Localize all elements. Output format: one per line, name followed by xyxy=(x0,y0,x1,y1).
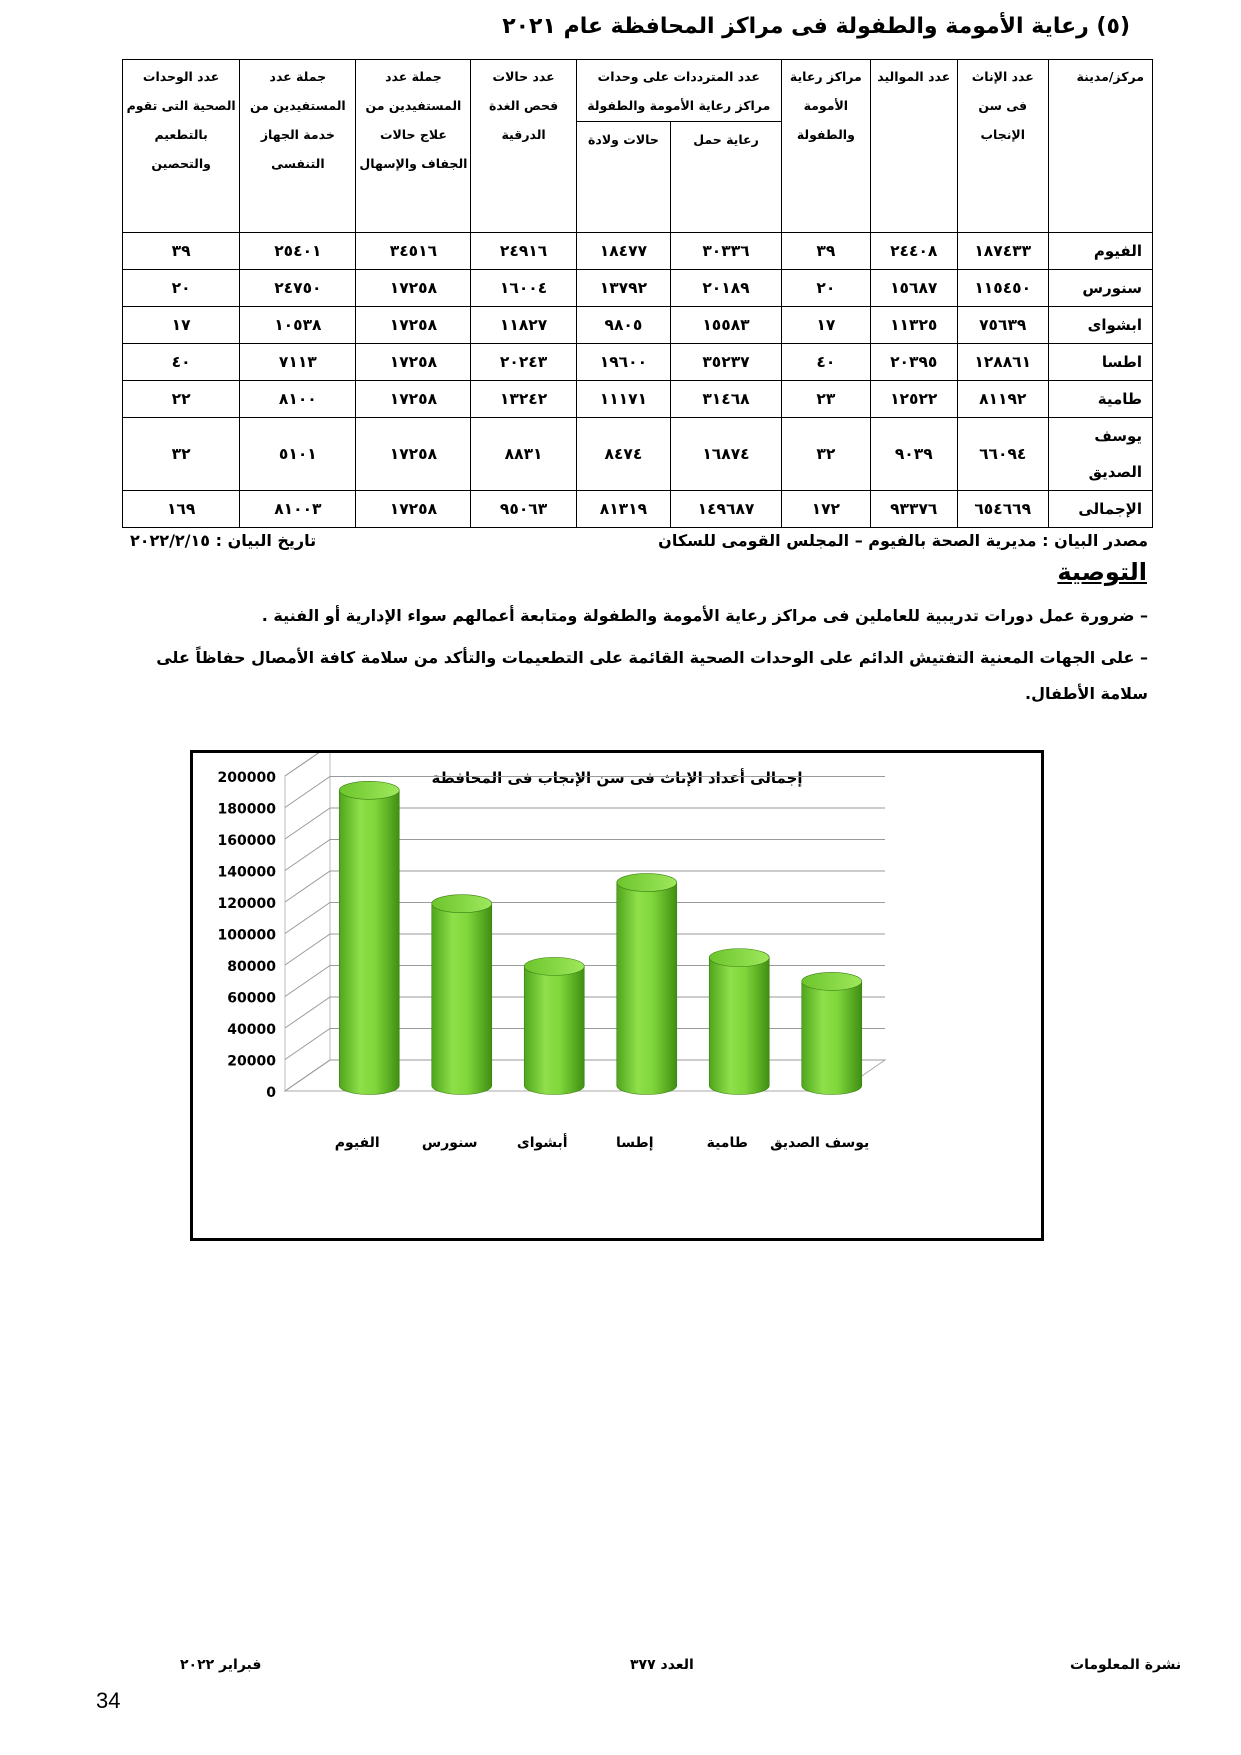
cell-dehydration: ١٧٢٥٨ xyxy=(356,491,471,528)
cell-units: ١٦٩ xyxy=(123,491,240,528)
cell-centers: ٢٣ xyxy=(781,381,870,418)
cell-births: ١٢٥٢٢ xyxy=(870,381,957,418)
cell-thyroid: ٢٠٢٤٣ xyxy=(471,344,576,381)
recommendation-item: – على الجهات المعنية التفتيش الدائم على الوحدات الصحية القائمة على التطعيمات والتأكد من سلامة كافة الأمصال حفاظاً على سلامة الأطفال. xyxy=(156,648,1148,703)
table-row xyxy=(123,491,1153,528)
y-tick-label: 160000 xyxy=(217,833,276,849)
cell-pregnancy: ٣٠٣٣٦ xyxy=(671,233,782,270)
cell-respiratory: ٥١٠١ xyxy=(240,418,356,491)
bar xyxy=(802,972,862,1094)
bar-body xyxy=(709,958,769,1095)
cell-delivery: ١٩٦٠٠ xyxy=(576,344,670,381)
x-category-label: الفيوم xyxy=(334,1135,380,1151)
cell-delivery: ١٣٧٩٢ xyxy=(576,270,670,307)
footer-month: فبراير ٢٠٢٢ xyxy=(180,1657,262,1673)
cell-dehydration: ١٧٢٥٨ xyxy=(356,381,471,418)
bar-body xyxy=(617,883,677,1095)
y-tick-label: 140000 xyxy=(217,864,276,881)
cell-units: ٢٢ xyxy=(123,381,240,418)
cell-females: ٧٥٦٣٩ xyxy=(957,307,1048,344)
cell-dehydration: ١٧٢٥٨ xyxy=(356,344,471,381)
bar xyxy=(339,781,399,1094)
y-tick-label: 40000 xyxy=(227,1022,276,1038)
bar-top xyxy=(802,972,862,990)
x-category-label: يوسف الصديق xyxy=(770,1135,870,1151)
table-row xyxy=(123,270,1153,307)
cell-delivery: ٩٨٠٥ xyxy=(576,307,670,344)
cell-dehydration: ١٧٢٥٨ xyxy=(356,418,471,491)
recommendation-item: – ضرورة عمل دورات تدريبية للعاملين فى مراكز رعاية الأمومة والطفولة ومتابعة أعمالهم سواء الإدارية أو الفنية . xyxy=(261,606,1148,625)
source-text: مصدر البيان : مديرية الصحة بالفيوم – المجلس القومى للسكان xyxy=(658,531,1148,550)
cell-dehydration: ١٧٢٥٨ xyxy=(356,307,471,344)
bar-body xyxy=(339,790,399,1094)
cell-respiratory: ٢٤٧٥٠ xyxy=(240,270,356,307)
cell-units: ٤٠ xyxy=(123,344,240,381)
header-pregnancy: رعاية حمل xyxy=(671,122,782,233)
header-centers: مراكز رعاية الأمومة والطفولة xyxy=(781,60,870,233)
females-chart xyxy=(190,750,1044,1241)
cell-centers: ٣٩ xyxy=(781,233,870,270)
bar-top xyxy=(709,949,769,967)
table-row xyxy=(123,344,1153,381)
cell-births: ٩٠٣٩ xyxy=(870,418,957,491)
bar xyxy=(617,874,677,1095)
y-tick-label: 60000 xyxy=(227,990,276,1007)
cell-city: طامية xyxy=(1048,381,1152,418)
cell-births: ٩٣٣٧٦ xyxy=(870,491,957,528)
cell-city: اطسا xyxy=(1048,344,1152,381)
cell-respiratory: ٢٥٤٠١ xyxy=(240,233,356,270)
cell-centers: ١٧٢ xyxy=(781,491,870,528)
header-respiratory: جملة عدد المستفيدين من خدمة الجهاز التنفسى xyxy=(240,60,356,233)
bar-top xyxy=(617,874,677,892)
cell-city: ابشواى xyxy=(1048,307,1152,344)
cell-females: ٦٥٤٦٦٩ xyxy=(957,491,1048,528)
bar-top xyxy=(524,957,584,975)
cell-births: ٢٤٤٠٨ xyxy=(870,233,957,270)
y-tick-label: 0 xyxy=(266,1085,276,1101)
cell-pregnancy: ١٦٨٧٤ xyxy=(671,418,782,491)
table-row xyxy=(123,233,1153,270)
cell-females: ١٢٨٨٦١ xyxy=(957,344,1048,381)
side-wall xyxy=(285,753,330,1091)
header-females: عدد الإناث فى سن الإنجاب xyxy=(957,60,1048,233)
y-tick-label: 20000 xyxy=(227,1053,276,1070)
header-dehydration: جملة عدد المستفيدين من علاج حالات الجفاف والإسهال xyxy=(356,60,471,233)
data-date: تاريخ البيان : ٢٠٢٢/٢/١٥ xyxy=(130,531,317,550)
table-row xyxy=(123,307,1153,344)
page-number: 34 xyxy=(96,1688,121,1713)
header-births: عدد المواليد xyxy=(870,60,957,233)
cell-centers: ٣٢ xyxy=(781,418,870,491)
table-row xyxy=(123,418,1153,491)
cell-city: الفيوم xyxy=(1048,233,1152,270)
cell-females: ١١٥٤٥٠ xyxy=(957,270,1048,307)
cell-delivery: ١١١٧١ xyxy=(576,381,670,418)
y-tick-label: 100000 xyxy=(217,927,276,944)
cell-thyroid: ٢٤٩١٦ xyxy=(471,233,576,270)
cell-centers: ٢٠ xyxy=(781,270,870,307)
cell-centers: ١٧ xyxy=(781,307,870,344)
cell-thyroid: ٩٥٠٦٣ xyxy=(471,491,576,528)
footer-issue: العدد ٣٧٧ xyxy=(630,1657,694,1673)
cell-delivery: ٨٤٧٤ xyxy=(576,418,670,491)
recommendation-heading: التوصية xyxy=(1057,558,1147,586)
header-visitors: عدد المترددات على وحدات مراكز رعاية الأمومة والطفولة xyxy=(576,60,781,122)
cell-respiratory: ٨١٠٠٣ xyxy=(240,491,356,528)
cell-pregnancy: ١٥٥٨٣ xyxy=(671,307,782,344)
bar-body xyxy=(524,966,584,1094)
cell-delivery: ١٨٤٧٧ xyxy=(576,233,670,270)
cell-pregnancy: ١٤٩٦٨٧ xyxy=(671,491,782,528)
y-tick-label: 80000 xyxy=(227,959,276,975)
cell-units: ٣٢ xyxy=(123,418,240,491)
bar xyxy=(432,895,492,1095)
page-title: (٥) رعاية الأمومة والطفولة فى مراكز المحافظة عام ٢٠٢١ xyxy=(502,14,1130,39)
header-city: مركز/مدينة xyxy=(1048,60,1152,233)
bar xyxy=(524,957,584,1094)
y-tick-label: 180000 xyxy=(217,801,276,818)
y-tick-label: 200000 xyxy=(217,770,276,786)
cell-respiratory: ٨١٠٠ xyxy=(240,381,356,418)
bar-top xyxy=(339,781,399,799)
table-row xyxy=(123,381,1153,418)
cell-births: ٢٠٣٩٥ xyxy=(870,344,957,381)
cell-dehydration: ٣٤٥١٦ xyxy=(356,233,471,270)
cell-pregnancy: ٣٥٢٣٧ xyxy=(671,344,782,381)
cell-females: ١٨٧٤٣٣ xyxy=(957,233,1048,270)
cell-dehydration: ١٧٢٥٨ xyxy=(356,270,471,307)
header-thyroid: عدد حالات فحص الغدة الدرقية xyxy=(471,60,576,233)
cell-city: الإجمالى xyxy=(1048,491,1152,528)
cell-respiratory: ٧١١٣ xyxy=(240,344,356,381)
x-category-label: طامية xyxy=(706,1135,748,1151)
cell-pregnancy: ٢٠١٨٩ xyxy=(671,270,782,307)
footer-publication: نشرة المعلومات xyxy=(1070,1657,1182,1673)
cell-units: ١٧ xyxy=(123,307,240,344)
cell-females: ٦٦٠٩٤ xyxy=(957,418,1048,491)
cell-thyroid: ١١٨٢٧ xyxy=(471,307,576,344)
bar-top xyxy=(432,895,492,913)
header-units: عدد الوحدات الصحية التى تقوم بالتطعيم والتحصين xyxy=(123,60,240,233)
cell-city: سنورس xyxy=(1048,270,1152,307)
cell-centers: ٤٠ xyxy=(781,344,870,381)
chart-canvas xyxy=(193,753,1041,1238)
x-category-label: أبشواى xyxy=(516,1135,568,1151)
bar xyxy=(709,949,769,1095)
cell-thyroid: ١٣٢٤٢ xyxy=(471,381,576,418)
bar-body xyxy=(432,904,492,1095)
cell-city: يوسف الصديق xyxy=(1048,418,1152,491)
data-source xyxy=(130,531,1148,550)
bar-body xyxy=(802,981,862,1094)
cell-pregnancy: ٣١٤٦٨ xyxy=(671,381,782,418)
cell-births: ١١٣٢٥ xyxy=(870,307,957,344)
cell-thyroid: ٨٨٣١ xyxy=(471,418,576,491)
header-delivery: حالات ولادة xyxy=(576,122,670,233)
cell-thyroid: ١٦٠٠٤ xyxy=(471,270,576,307)
cell-units: ٢٠ xyxy=(123,270,240,307)
x-category-label: إطسا xyxy=(616,1135,654,1151)
chart-title: إجمالى أعداد الإناث فى سن الإنجاب فى المحافظة xyxy=(431,769,803,787)
y-tick-label: 120000 xyxy=(217,896,276,912)
cell-females: ٨١١٩٢ xyxy=(957,381,1048,418)
x-category-label: سنورس xyxy=(421,1135,478,1151)
cell-units: ٣٩ xyxy=(123,233,240,270)
cell-delivery: ٨١٣١٩ xyxy=(576,491,670,528)
cell-births: ١٥٦٨٧ xyxy=(870,270,957,307)
maternal-care-table xyxy=(122,59,1153,528)
cell-respiratory: ١٠٥٣٨ xyxy=(240,307,356,344)
